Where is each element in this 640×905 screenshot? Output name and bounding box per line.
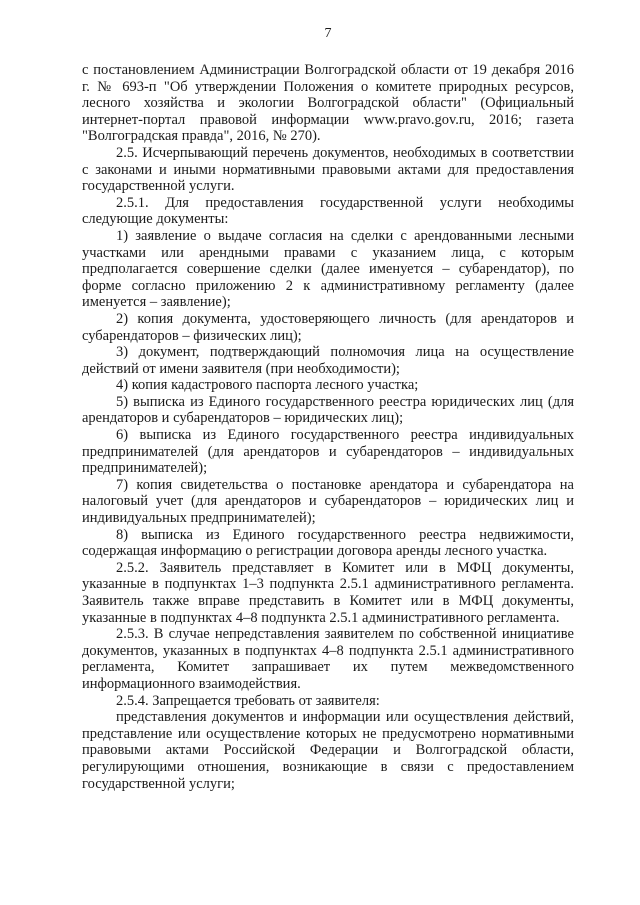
list-item-6: 6) выписка из Единого государственного реестра индивидуальных предпринимателей (для арендаторов и субарендаторов – индивидуальных предпринимателей);: [82, 427, 574, 477]
list-item-2: 2) копия документа, удостоверяющего личность (для арендаторов и субарендаторов – физических лиц);: [82, 310, 574, 344]
page-number: 7: [324, 26, 332, 41]
paragraph-2-5-4: 2.5.4. Запрещается требовать от заявителя:: [116, 692, 380, 709]
paragraph-2-5-2: 2.5.2. Заявитель представляет в Комитет или в МФЦ документы, указанные в подпунктах 1–3 подпункта 2.5.1 административного регламента. Заявитель также вправе представить в Комитет или в МФЦ документы, указанные в подпунктах 4–8 подпункта 2.5.1 административного регламента.: [82, 559, 574, 626]
list-item-4: 4) копия кадастрового паспорта лесного участка;: [116, 377, 419, 394]
list-item-1: 1) заявление о выдаче согласия на сделки с арендованными лесными участками или арендными правами с указанием лица, с которым предполагается совершение сделки (далее именуется – субарендатор), по форме согласно приложению 2 к административному регламенту (далее именуется – заявление);: [82, 227, 574, 311]
list-item-3: 3) документ, подтверждающий полномочия лица на осуществление действий от имени заявителя (при необходимости);: [82, 344, 574, 377]
list-item-7: 7) копия свидетельства о постановке арендатора и субарендатора на налоговый учет (для арендаторов и субарендаторов – юридических лиц и индивидуальных предпринимателей);: [82, 476, 574, 527]
paragraph-2-5: 2.5. Исчерпывающий перечень документов, необходимых в соответствии с законами и иными нормативными правовыми актами для предоставления государственной услуги.: [82, 144, 574, 195]
paragraph-2-5-3: 2.5.3. В случае непредставления заявителем по собственной инициативе документов, указанных в подпунктах 4–8 подпункта 2.5.1 административного регламента, Комитет запрашивает их путем межведомственного информационного взаимодействия.: [82, 626, 574, 692]
paragraph-prohibition-1: представления документов и информации или осуществления действий, представление или осуществление которых не предусмотрено нормативными правовыми актами Российской Федерации и Волгоградской области, регулирующими отношения, возникающие в связи с предоставлением государственной услуги;: [82, 709, 574, 792]
paragraph-2-5-1: 2.5.1. Для предоставления государственной услуги необходимы следующие документы:: [82, 194, 574, 228]
document-page: [82, 26, 574, 792]
paragraph-continuation: с постановлением Администрации Волгоградской области от 19 декабря 2016 г. № 693-п "Об утверждении Положения о комитете природных ресурсов, лесного хозяйства и экологии Волгоградской области" (Официальный интернет-портал правовой информации www.pravo.gov.ru, 2016; газета "Волгоградская правда", 2016, № 270).: [82, 62, 574, 145]
list-item-8: 8) выписка из Единого государственного реестра недвижимости, содержащая информацию о регистрации договора аренды лесного участка.: [82, 526, 574, 560]
list-item-5: 5) выписка из Единого государственного реестра юридических лиц (для арендаторов и субарендаторов – юридических лиц);: [82, 393, 574, 427]
